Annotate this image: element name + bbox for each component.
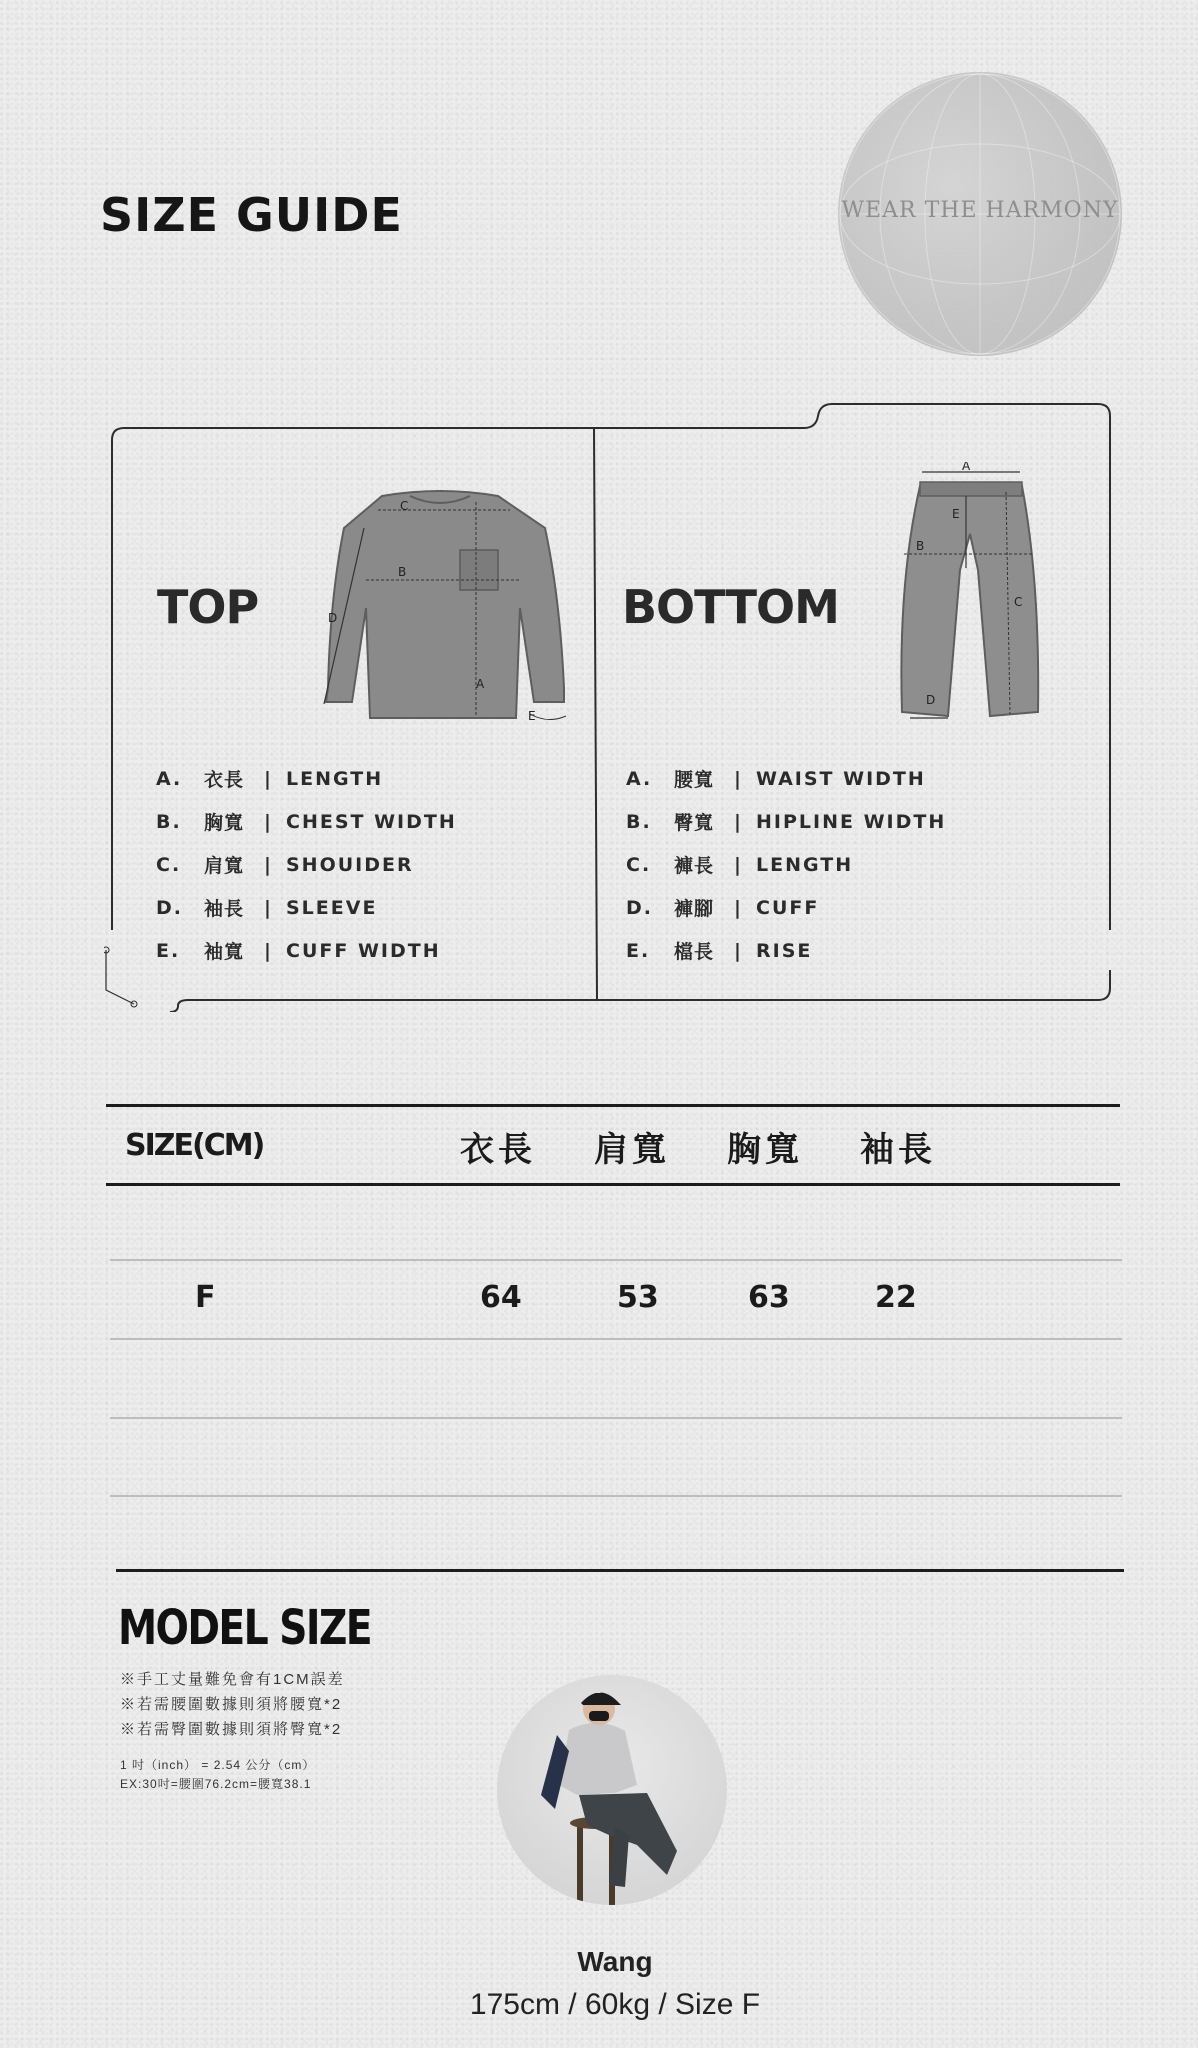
spec-en: SLEEVE (286, 896, 378, 919)
spec-en: HIPLINE WIDTH (756, 810, 947, 833)
table-header-chest: 胸寬 (727, 1131, 803, 1169)
bottom-garment-diagram (894, 462, 1044, 724)
model-size-title: MODEL SIZE (118, 1600, 371, 1656)
bottom-letter-b: B (916, 539, 925, 553)
table-header-sleeve: 袖長 (860, 1131, 936, 1169)
spec-letter: C. (626, 853, 652, 876)
table-cell-size: F (195, 1280, 216, 1315)
table-cell-length: 64 (480, 1280, 522, 1315)
spec-letter: A. (156, 767, 183, 790)
spec-en: CHEST WIDTH (286, 810, 457, 833)
spec-separator: | (264, 767, 273, 790)
table-cell-shoulder: 53 (617, 1280, 659, 1315)
spec-letter: B. (626, 810, 652, 833)
top-letter-a: A (476, 677, 485, 691)
top-spec-list (156, 757, 457, 972)
bottom-letter-e: E (952, 507, 960, 521)
bottom-spec-row (626, 886, 946, 929)
bottom-letter-d: D (926, 693, 936, 707)
top-letter-e: E (528, 709, 536, 723)
model-name: Wang (577, 1946, 653, 1977)
spec-zh: 肩寬 (204, 855, 245, 877)
spec-separator: | (734, 939, 743, 962)
logo-text: WEAR THE HARMONY (841, 198, 1119, 223)
table-top-rule (106, 1104, 1120, 1107)
table-row-rule (110, 1417, 1122, 1419)
spec-separator: | (734, 896, 743, 919)
spec-en: SHOUIDER (286, 853, 414, 876)
spec-en: CUFF (756, 896, 820, 919)
measurement-note: ※手工丈量難免會有1CM誤差 (120, 1671, 345, 1688)
spec-en: WAIST WIDTH (756, 767, 926, 790)
table-cell-chest: 63 (748, 1280, 790, 1315)
spec-zh: 褲長 (674, 855, 715, 877)
spec-zh: 檔長 (674, 941, 715, 963)
bottom-letter-c: C (1014, 595, 1023, 609)
spec-letter: B. (156, 810, 182, 833)
table-header-rule (106, 1183, 1120, 1186)
conversion-note: EX:30吋=腰圍76.2cm=腰寬38.1 (120, 1777, 312, 1791)
spec-separator: | (264, 896, 273, 919)
spec-zh: 袖寬 (204, 941, 245, 963)
bottom-spec-row (626, 843, 946, 886)
spec-separator: | (264, 810, 273, 833)
spec-zh: 臀寬 (674, 812, 715, 834)
spec-en: RISE (756, 939, 813, 962)
top-spec-row (156, 886, 457, 929)
spec-en: LENGTH (286, 767, 384, 790)
spec-en: LENGTH (756, 853, 854, 876)
top-spec-row (156, 929, 457, 972)
bottom-spec-row (626, 757, 946, 800)
table-row-rule (110, 1259, 1122, 1261)
bottom-spec-list (626, 757, 946, 972)
spec-separator: | (734, 853, 743, 876)
spec-separator: | (264, 939, 273, 962)
spec-letter: A. (626, 767, 653, 790)
spec-separator: | (734, 810, 743, 833)
page-title: SIZE GUIDE (100, 188, 403, 242)
top-spec-row (156, 843, 457, 886)
top-letter-c: C (400, 499, 409, 513)
spec-letter: C. (156, 853, 182, 876)
measurement-note: ※若需臀圍數據則須將臀寬*2 (120, 1721, 343, 1738)
top-letter-b: B (398, 565, 407, 579)
spec-separator: | (264, 853, 273, 876)
top-garment-diagram (320, 488, 570, 728)
spec-letter: E. (156, 939, 181, 962)
table-header-size: SIZE(CM) (125, 1128, 264, 1163)
model-photo (497, 1675, 727, 1905)
top-spec-row (156, 757, 457, 800)
spec-zh: 衣長 (204, 769, 245, 791)
top-label: TOP (157, 580, 259, 634)
model-figure-icon (497, 1675, 727, 1905)
table-row-rule (110, 1338, 1122, 1340)
table-header-shoulder: 肩寬 (594, 1131, 670, 1169)
spec-zh: 胸寬 (204, 812, 245, 834)
top-spec-row (156, 800, 457, 843)
spec-letter: D. (156, 896, 183, 919)
spec-letter: E. (626, 939, 651, 962)
spec-letter: D. (626, 896, 653, 919)
model-stats: 175cm / 60kg / Size F (469, 1988, 761, 2021)
spec-separator: | (734, 767, 743, 790)
measurement-note: ※若需腰圍數據則須將腰寬*2 (120, 1696, 343, 1713)
table-row-rule (110, 1495, 1122, 1497)
model-section-rule (116, 1569, 1124, 1572)
spec-en: CUFF WIDTH (286, 939, 441, 962)
top-letter-d: D (328, 611, 338, 625)
bottom-spec-row (626, 929, 946, 972)
bottom-letter-a: A (962, 462, 971, 473)
spec-zh: 袖長 (204, 898, 245, 920)
spec-zh: 褲腳 (674, 898, 715, 920)
table-cell-sleeve: 22 (875, 1280, 917, 1315)
bottom-spec-row (626, 800, 946, 843)
conversion-note: 1 吋（inch） = 2.54 公分（cm） (120, 1758, 316, 1772)
table-header-length: 衣長 (460, 1131, 536, 1169)
bottom-label: BOTTOM (622, 580, 839, 634)
spec-zh: 腰寬 (674, 769, 715, 791)
